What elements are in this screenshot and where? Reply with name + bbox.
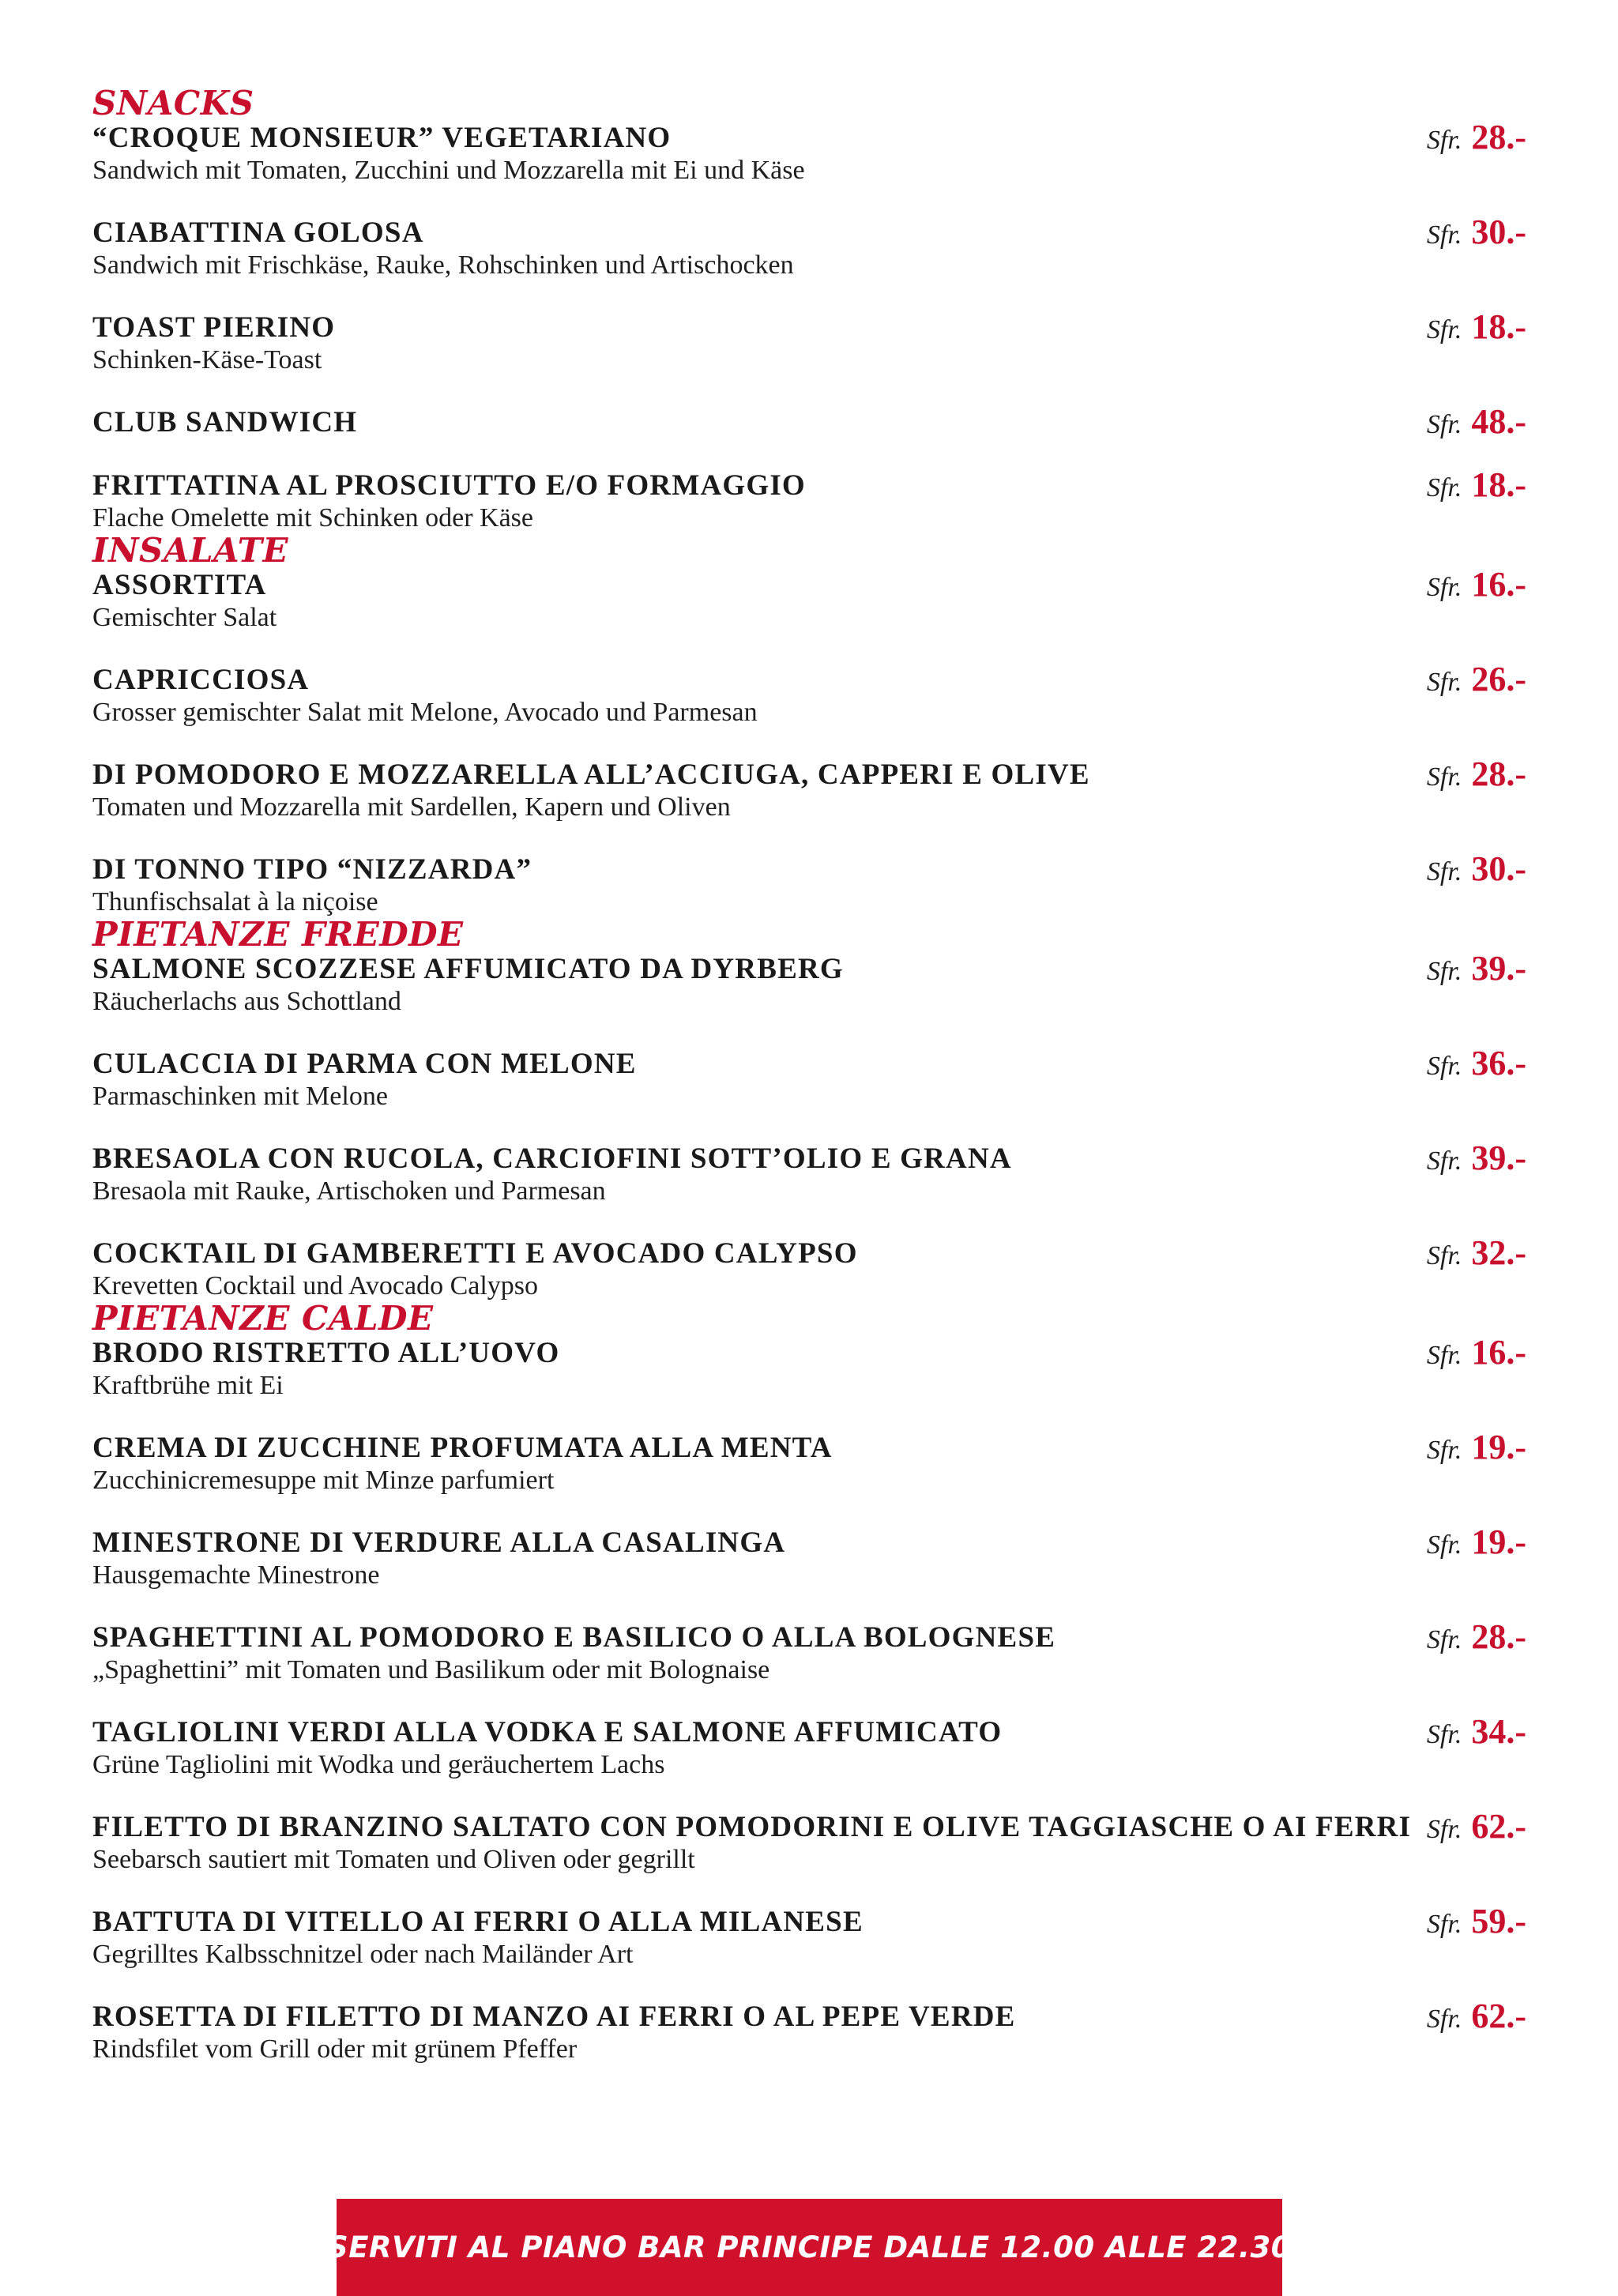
item-description: „Spaghettini” mit Tomaten und Basilikum oder mit Bolognaise [92,1655,770,1684]
item-name: ROSETTA DI FILETTO DI MANZO AI FERRI O AL PEPE VERDE [92,2001,1016,2033]
currency-label: Sfr. [1426,1436,1462,1465]
menu-item [92,213,1526,311]
menu-item [92,949,1526,1048]
item-name: FRITTATINA AL PROSCIUTTO E/O FORMAGGIO [92,469,806,502]
menu-item [92,755,1526,853]
item-name: CULACCIA DI PARMA CON MELONE [92,1048,637,1080]
item-description: Thunfischsalat à la niçoise [92,887,378,917]
currency-label: Sfr. [1426,1052,1462,1081]
currency-label: Sfr. [1426,1720,1462,1749]
item-name: FILETTO DI BRANZINO SALTATO CON POMODORINI E OLIVE TAGGIASCHE O AI FERRI [92,1811,1412,1843]
menu-section [92,533,1526,917]
currency-label: Sfr. [1426,762,1462,792]
item-price [1427,1617,1526,1658]
item-name: TAGLIOLINI VERDI ALLA VODKA E SALMONE AFFUMICATO [92,1716,1003,1748]
price-value: 28.- [1471,1617,1526,1656]
item-price [1427,659,1526,700]
item-name: BRODO RISTRETTO ALL’UOVO [92,1337,560,1369]
menu-item [92,1333,1526,1432]
currency-label: Sfr. [1426,1146,1462,1176]
item-description: Bresaola mit Rauke, Artischoken und Parmesan [92,1176,606,1206]
item-name: DI POMODORO E MOZZARELLA ALL’ACCIUGA, CAPPERI E OLIVE [92,758,1090,791]
item-price [1427,754,1526,795]
menu-item [92,1044,1526,1142]
menu-section [92,1300,1526,2064]
currency-label: Sfr. [1426,573,1462,602]
currency-label: Sfr. [1426,1241,1462,1270]
menu-item [92,402,1526,469]
price-value: 18.- [1471,307,1526,346]
price-value: 62.- [1471,1807,1526,1846]
price-value: 18.- [1471,465,1526,504]
price-value: 19.- [1471,1523,1526,1561]
menu-item [92,1712,1526,1811]
item-name: CLUB SANDWICH [92,406,358,438]
item-price [1427,307,1526,348]
menu-section [92,85,1526,533]
price-value: 59.- [1471,1902,1526,1940]
menu-item [92,660,1526,758]
item-price [1427,1711,1526,1752]
item-price [1427,1522,1526,1563]
item-price [1427,948,1526,989]
currency-label: Sfr. [1426,220,1462,250]
item-price [1427,1806,1526,1847]
menu [92,85,1526,2064]
currency-label: Sfr. [1426,315,1462,344]
currency-label: Sfr. [1426,957,1462,986]
price-value: 39.- [1471,1139,1526,1177]
item-price [1427,1043,1526,1084]
currency-label: Sfr. [1426,410,1462,439]
price-value: 48.- [1471,402,1526,441]
item-name: TOAST PIERINO [92,311,336,344]
menu-item [92,1233,1526,1300]
item-price [1427,1901,1526,1942]
item-price [1427,1427,1526,1468]
currency-label: Sfr. [1426,1910,1462,1939]
item-description: Zucchinicremesuppe mit Minze parfumiert [92,1466,555,1495]
currency-label: Sfr. [1426,126,1462,155]
item-description: Gegrilltes Kalbsschnitzel oder nach Mailänder Art [92,1940,634,1969]
menu-item [92,565,1526,664]
price-value: 36.- [1471,1044,1526,1082]
item-description: Räucherlachs aus Schottland [92,987,401,1016]
currency-label: Sfr. [1426,857,1462,886]
price-value: 32.- [1471,1233,1526,1272]
item-description: Sandwich mit Frischkäse, Rauke, Rohschinken und Artischocken [92,250,794,280]
item-price [1427,1233,1526,1274]
item-description: Krevetten Cocktail und Avocado Calypso [92,1271,539,1300]
item-name: ASSORTITA [92,569,267,601]
menu-section [92,917,1526,1300]
item-name: CAPRICCIOSA [92,664,310,696]
section-title: SNACKS [92,84,254,122]
item-price [1427,1996,1526,2037]
item-price [1427,1138,1526,1179]
item-name: “CROQUE MONSIEUR” VEGETARIANO [92,122,672,154]
item-description: Rindsfilet vom Grill oder mit grünem Pfeffer [92,2034,578,2064]
item-price [1427,849,1526,890]
menu-item [92,1428,1526,1526]
price-value: 34.- [1471,1712,1526,1751]
service-hours-banner: SERVITI AL PIANO BAR PRINCIPE DALLE 12.00 ALLE 22.30 [337,2199,1282,2296]
price-value: 16.- [1471,565,1526,604]
menu-item [92,1523,1526,1621]
item-price [1427,465,1526,506]
item-description: Schinken-Käse-Toast [92,345,322,375]
item-description: Grosser gemischter Salat mit Melone, Avocado und Parmesan [92,698,758,727]
menu-item [92,849,1526,917]
menu-item [92,465,1526,533]
section-title: PIETANZE CALDE [92,1299,434,1338]
item-description: Seebarsch sautiert mit Tomaten und Oliven oder gegrillt [92,1845,695,1874]
item-price [1427,401,1526,442]
price-value: 39.- [1471,949,1526,988]
item-name: CIABATTINA GOLOSA [92,216,424,249]
currency-label: Sfr. [1426,1530,1462,1560]
item-description: Hausgemachte Minestrone [92,1560,380,1590]
price-value: 28.- [1471,118,1526,156]
menu-item [92,307,1526,406]
item-name: CREMA DI ZUCCHINE PROFUMATA ALLA MENTA [92,1432,833,1464]
menu-item [92,1997,1526,2064]
item-name: BATTUTA DI VITELLO AI FERRI O ALLA MILANESE [92,1906,864,1938]
item-name: BRESAOLA CON RUCOLA, CARCIOFINI SOTT’OLIO E GRANA [92,1142,1012,1175]
currency-label: Sfr. [1426,668,1462,697]
item-price [1427,117,1526,158]
item-price [1427,212,1526,253]
item-description: Grüne Tagliolini mit Wodka und geräuchertem Lachs [92,1750,665,1779]
price-value: 62.- [1471,1997,1526,2035]
price-value: 26.- [1471,660,1526,698]
currency-label: Sfr. [1426,473,1462,502]
price-value: 16.- [1471,1333,1526,1372]
section-title: PIETANZE FREDDE [92,915,464,954]
item-name: DI TONNO TIPO “NIZZARDA” [92,853,532,886]
item-name: COCKTAIL DI GAMBERETTI E AVOCADO CALYPSO [92,1237,858,1270]
item-description: Parmaschinken mit Melone [92,1082,388,1111]
item-price [1427,564,1526,605]
item-name: SPAGHETTINI AL POMODORO E BASILICO O ALLA BOLOGNESE [92,1621,1056,1654]
currency-label: Sfr. [1426,1341,1462,1370]
price-value: 30.- [1471,849,1526,888]
section-title: INSALATE [92,531,289,570]
menu-item [92,1617,1526,1716]
item-description: Flache Omelette mit Schinken oder Käse [92,503,533,533]
menu-item [92,1139,1526,1237]
item-description: Kraftbrühe mit Ei [92,1371,284,1400]
price-value: 30.- [1471,213,1526,251]
item-description: Gemischter Salat [92,603,277,632]
item-name: MINESTRONE DI VERDURE ALLA CASALINGA [92,1526,786,1559]
item-name: SALMONE SCOZZESE AFFUMICATO DA DYRBERG [92,953,844,985]
currency-label: Sfr. [1426,2004,1462,2034]
menu-item [92,1902,1526,2001]
item-description: Sandwich mit Tomaten, Zucchini und Mozzarella mit Ei und Käse [92,156,805,185]
menu-item [92,118,1526,216]
price-value: 28.- [1471,755,1526,793]
item-price [1427,1332,1526,1373]
price-value: 19.- [1471,1428,1526,1466]
item-description: Tomaten und Mozzarella mit Sardellen, Kapern und Oliven [92,792,731,822]
currency-label: Sfr. [1426,1625,1462,1654]
currency-label: Sfr. [1426,1815,1462,1844]
menu-item [92,1807,1526,1906]
